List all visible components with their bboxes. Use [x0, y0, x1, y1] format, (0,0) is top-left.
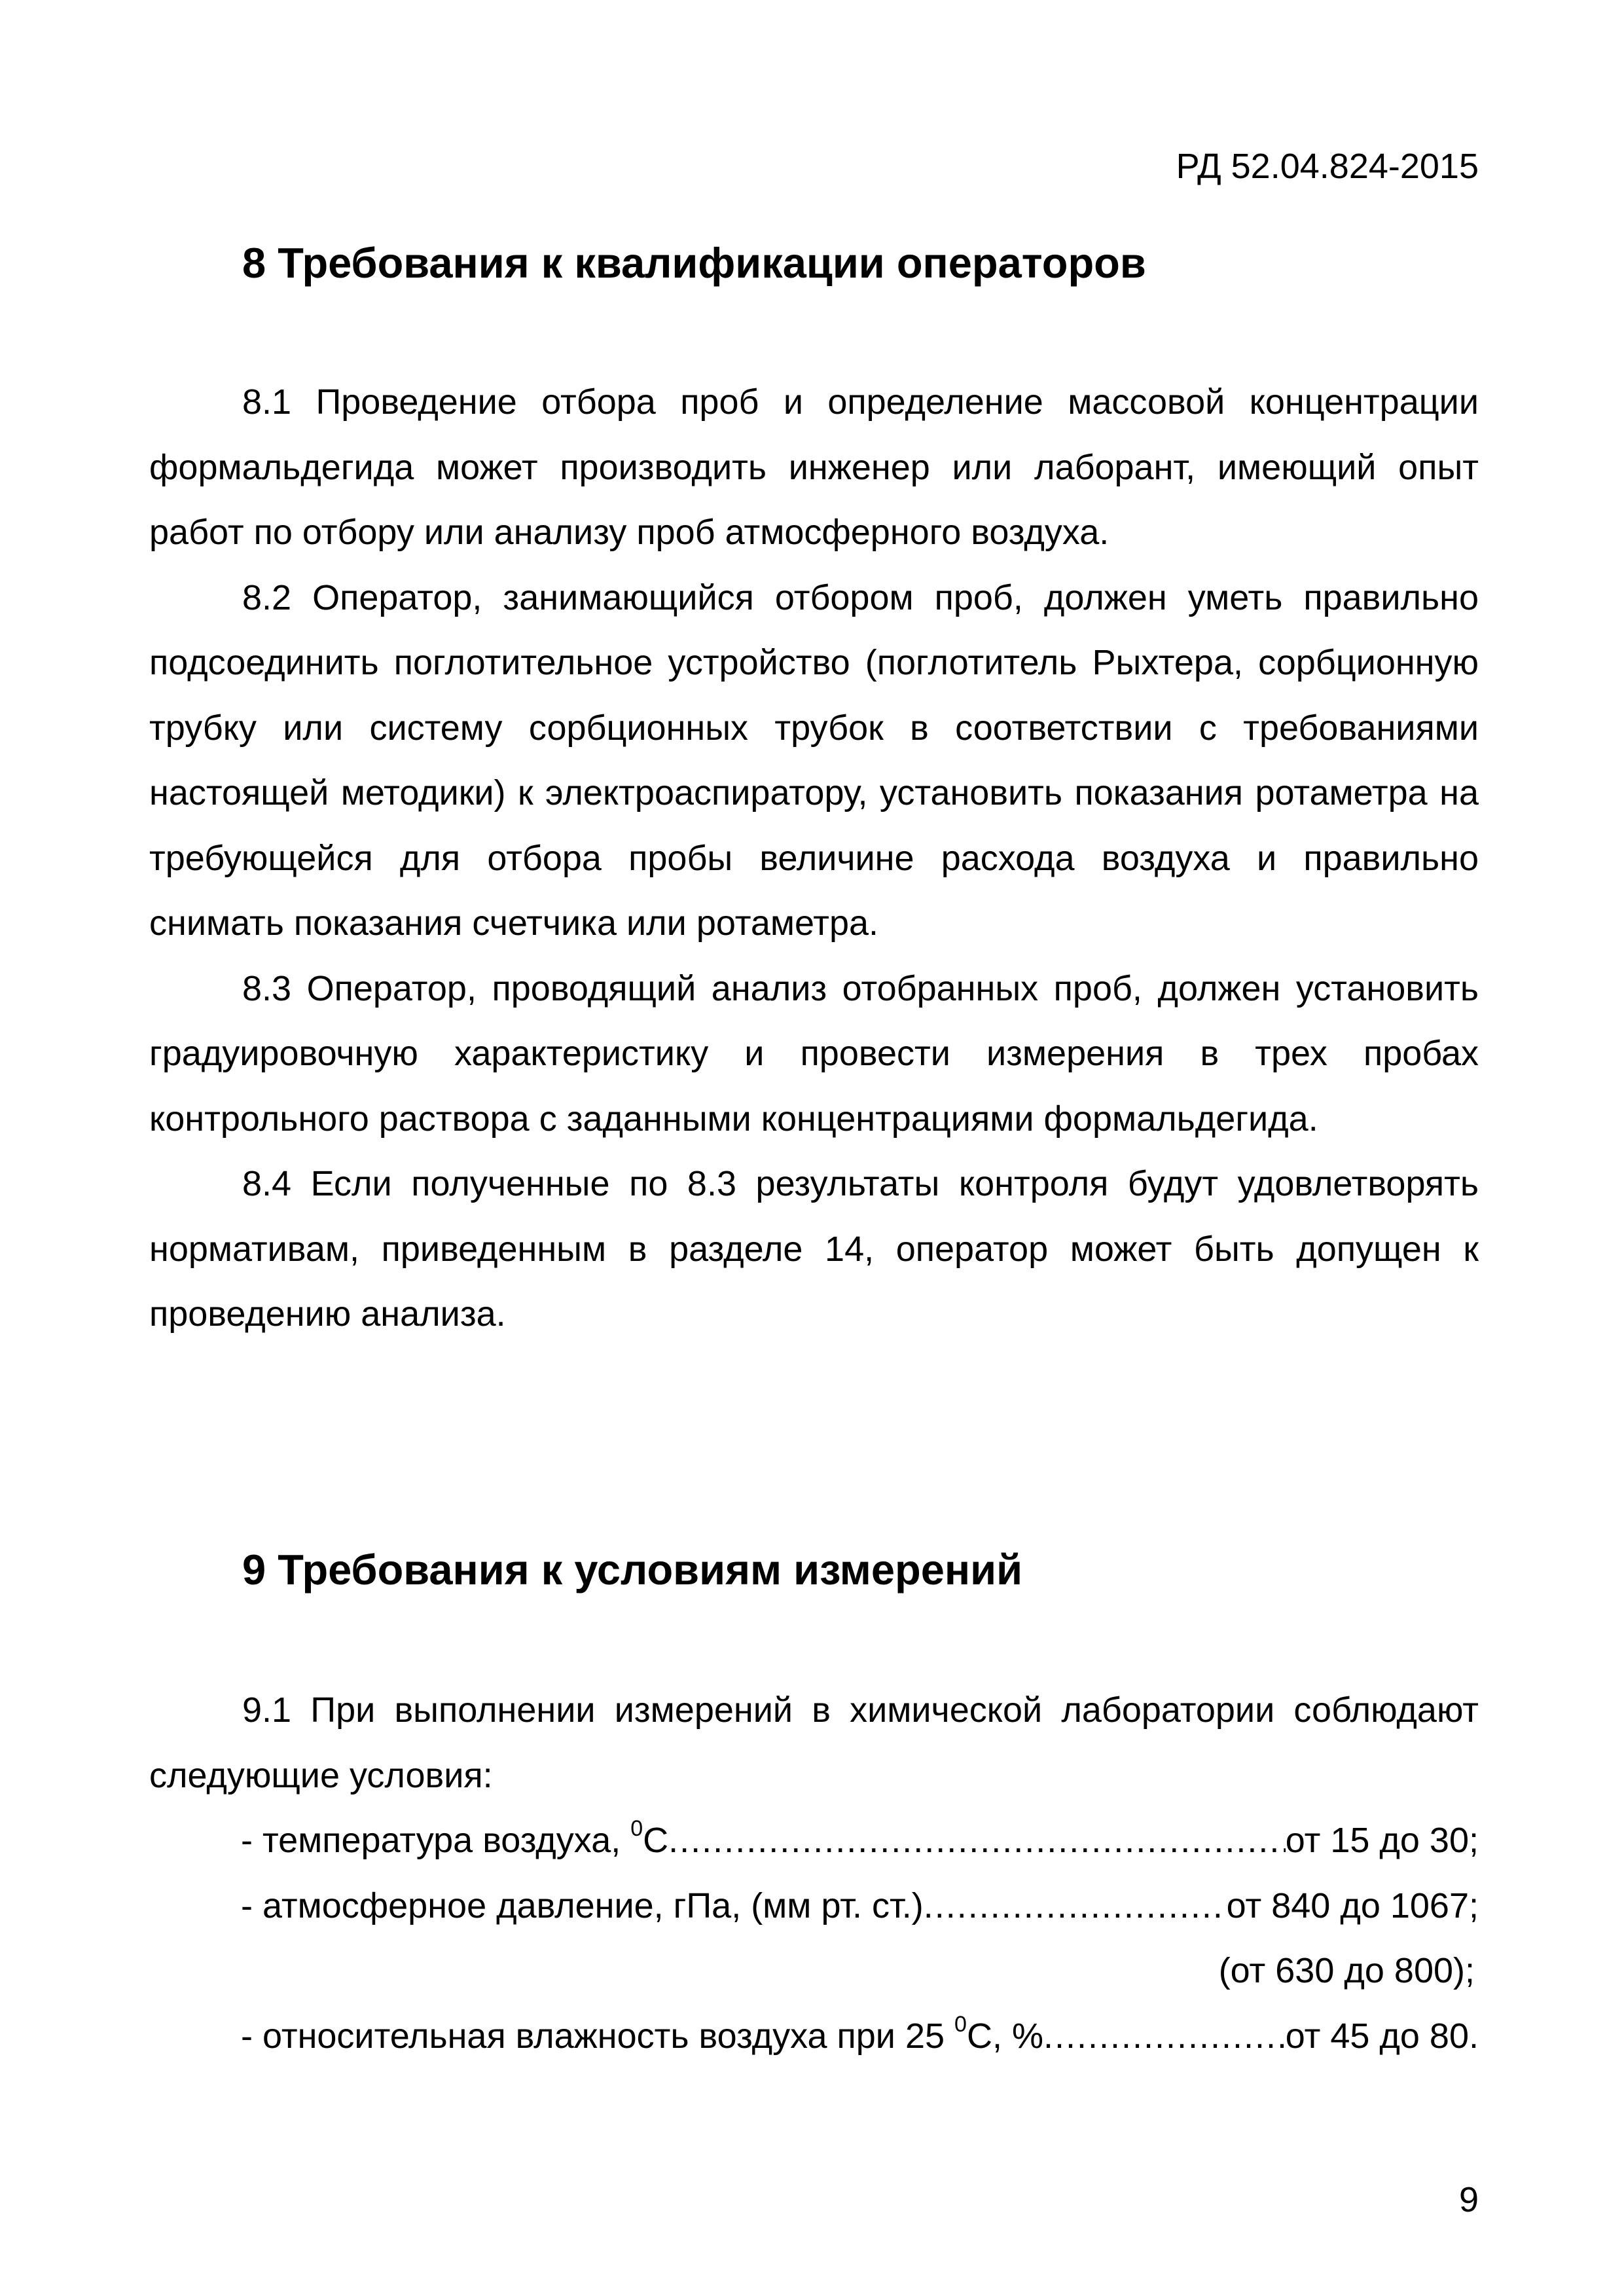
paragraph-8-4: 8.4 Если полученные по 8.3 результаты контроля будут удовлетворять нормативам, приведенным в разделе 14, оператор может быть допущен к проведению анализа.: [149, 1164, 1479, 1334]
condition-pressure-alt: (от 630 до 800);: [1218, 1951, 1475, 1990]
condition-humidity: [149, 2004, 1479, 2069]
section-9-body: [149, 1678, 1479, 2069]
condition-range: от 45 до 80.: [1285, 2016, 1479, 2056]
condition-label: [241, 1808, 668, 1874]
paragraph-8-1: 8.1 Проведение отбора проб и определение массовой концентрации формальдегида может производить инженер или лаборант, имеющий опыт работ по отбору или анализу проб атмосферного воздуха.: [149, 382, 1479, 552]
condition-label: [241, 2004, 1043, 2069]
paragraph-9-1: 9.1 При выполнении измерений в химической лаборатории соблюдают следующие условия:: [149, 1690, 1479, 1795]
degree-superscript: 0: [954, 2011, 967, 2037]
condition-range: от 15 до 30;: [1285, 1821, 1479, 1860]
condition-label-unit: С: [643, 1821, 669, 1860]
leader-dots: [668, 1808, 1286, 1874]
paragraph-8-2: 8.2 Оператор, занимающийся отбором проб, должен уметь правильно подсоединить поглотительное устройство (поглотитель Рыхтера, сорбционную трубку или систему сорбционных трубок в соответствии с требованиями настоящей методики) к электроаспиратору, установить показания ротаметра на требующейся для отбора пробы величине расхода воздуха и правильно снимать показания счетчика или ротаметра.: [149, 577, 1479, 943]
section-8-body: [149, 370, 1479, 1347]
condition-temperature: [149, 1808, 1479, 1874]
paragraph-8-3: 8.3 Оператор, проводящий анализ отобранных проб, должен установить градуировочную характеристику и провести измерения в трех пробах контрольного раствора с заданными концентрациями формальдегида.: [149, 968, 1479, 1139]
page-number: 9: [1458, 2180, 1479, 2219]
condition-label-part: - относительная влажность воздуха при 25: [241, 2016, 955, 2056]
condition-pressure: [149, 1874, 1479, 1939]
leader-dots: [1043, 2004, 1286, 2069]
section-8-heading: 8 Требования к квалификации операторов: [242, 239, 1146, 287]
conditions-list: [149, 1808, 1479, 2069]
document-code: РД 52.04.824-2015: [1176, 147, 1479, 186]
degree-superscript: 0: [630, 1816, 643, 1841]
condition-label-unit: С, %: [966, 2016, 1043, 2056]
leader-dots: [924, 1874, 1227, 1939]
condition-label-part: - температура воздуха,: [241, 1821, 631, 1860]
condition-label: - атмосферное давление, гПа, (мм рт. ст.): [241, 1886, 924, 1925]
section-9-heading: 9 Требования к условиям измерений: [242, 1546, 1023, 1594]
condition-range: от 840 до 1067;: [1226, 1886, 1479, 1925]
